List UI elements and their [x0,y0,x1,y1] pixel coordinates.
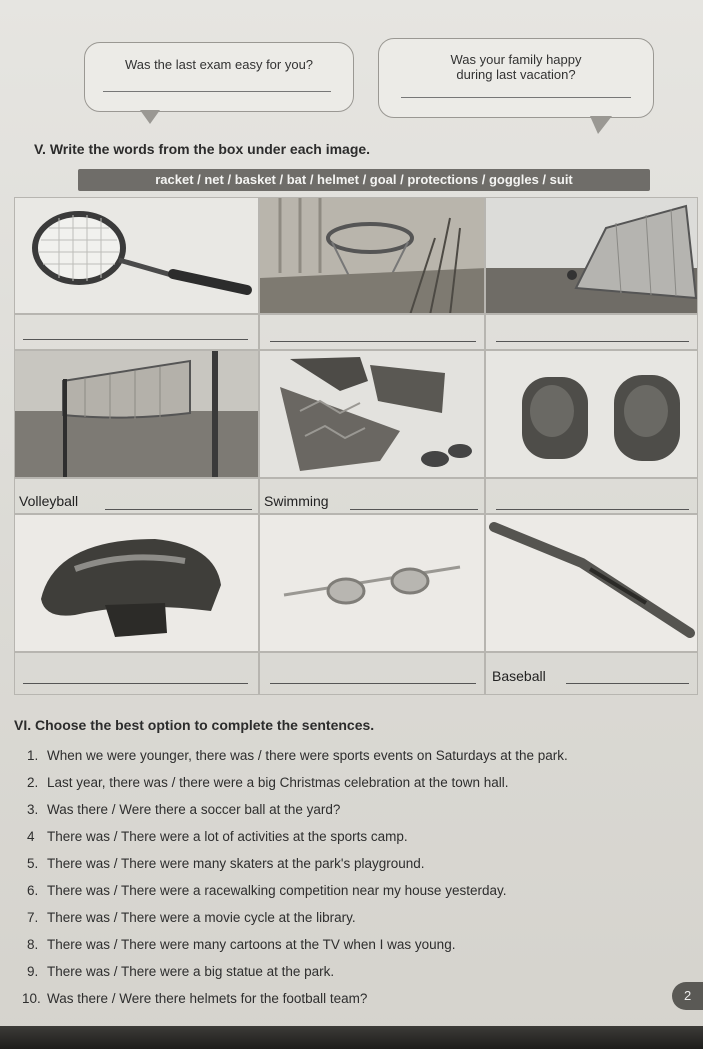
word-box: racket / net / basket / bat / helmet / goal / protections / goggles / suit [78,169,650,191]
bat-image-cell [485,514,698,652]
sentence-6[interactable]: 6. There was / There were a racewalking competition near my house yesterday. [27,883,507,898]
caption-baseball: Baseball [492,668,546,684]
answer-blank-protections[interactable] [496,509,689,510]
helmet-picture [15,515,259,652]
answer-blank-helmet[interactable] [23,683,248,684]
answer-cell-8 [259,652,485,695]
answer-cell-6 [485,478,698,514]
bubble-question-2b: during last vacation? [456,67,576,82]
sentence-2[interactable]: 2. Last year, there was / there were a big Christmas celebration at the town hall. [27,775,509,790]
page-corner-badge [672,982,703,1010]
answer-blank-basket[interactable] [270,341,476,342]
bubble-question-2a: Was your family happy [450,52,582,67]
suit-picture [260,351,485,478]
page-corner-label: 2 [684,988,692,1003]
answer-blank-bat[interactable] [566,683,689,684]
goggles-picture [260,515,485,652]
sentence-1[interactable]: 1. When we were younger, there was / there were sports events on Saturdays at the park. [27,748,568,763]
answer-blank-racket[interactable] [23,339,248,340]
suit-image-cell [259,350,485,478]
bottom-shadow [0,1026,703,1049]
bubble-1-tail [140,110,160,124]
answer-blank-net[interactable] [105,509,252,510]
answer-cell-7 [14,652,259,695]
caption-swimming: Swimming [264,493,329,509]
racket-image-cell [14,197,259,314]
protections-picture [486,351,698,478]
answer-blank-goal[interactable] [496,341,689,342]
answer-cell-9 [485,652,698,695]
bubble-question-1: Was the last exam easy for you? [124,57,314,72]
sentence-7[interactable]: 7. There was / There were a movie cycle at the library. [27,910,356,925]
sentence-9[interactable]: 9. There was / There were a big statue at the park. [27,964,335,979]
goal-picture [486,198,698,314]
sentence-5[interactable]: 5. There was / There were many skaters at the park's playground. [27,856,425,871]
answer-cell-3 [485,314,698,350]
speech-bubble-2 [378,38,654,118]
section-v-title: V. Write the words from the box under each image. [34,141,371,157]
answer-blank-goggles[interactable] [270,683,476,684]
section-vi-title: VI. Choose the best option to complete the sentences. [14,717,375,733]
answer-blank-suit[interactable] [350,509,478,510]
basket-picture [260,198,485,314]
sentence-4[interactable]: 4 There was / There were a lot of activities at the sports camp. [27,829,408,844]
racket-picture [15,198,259,314]
goal-image-cell [485,197,698,314]
speech-bubble-1 [84,42,354,112]
bubble-2-tail [590,116,612,134]
answer-line-1 [103,91,331,92]
answer-cell-5 [259,478,485,514]
caption-volleyball: Volleyball [19,493,79,509]
answer-cell-1 [14,314,259,350]
goggles-image-cell [259,514,485,652]
basket-image-cell [259,197,485,314]
image-grid [14,197,698,695]
sentence-8[interactable]: 8. There was / There were many cartoons at the TV when I was young. [27,937,456,952]
sentence-10[interactable]: 10. Was there / Were there helmets for the football team? [22,991,368,1006]
sentence-3[interactable]: 3. Was there / Were there a soccer ball at the yard? [27,802,341,817]
answer-line-2 [401,97,631,98]
helmet-image-cell [14,514,259,652]
net-image-cell [14,350,259,478]
answer-cell-4 [14,478,259,514]
protections-image-cell [485,350,698,478]
answer-cell-2 [259,314,485,350]
bat-picture [486,515,698,652]
net-picture [15,351,259,478]
